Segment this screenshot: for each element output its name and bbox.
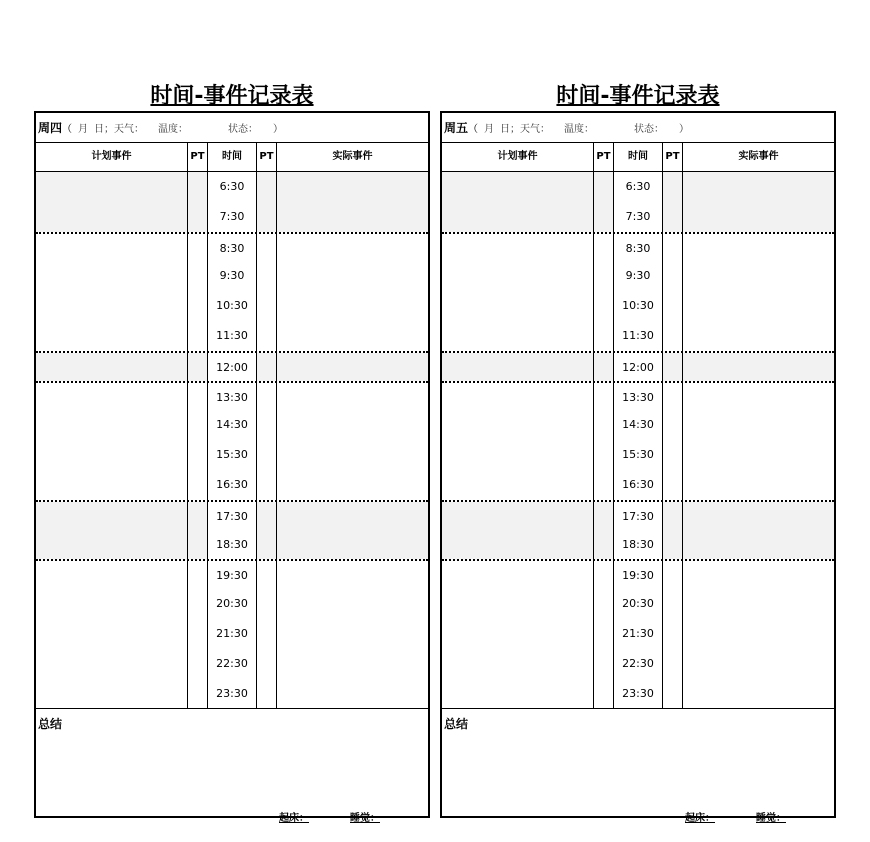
planned-cell[interactable] — [442, 589, 594, 619]
planned-cell[interactable] — [442, 502, 594, 530]
time-cell: 13:30 — [614, 383, 663, 411]
pt-cell-right[interactable] — [257, 440, 277, 470]
pt-cell-left[interactable] — [188, 321, 208, 351]
actual-cell[interactable] — [277, 502, 428, 530]
planned-cell[interactable] — [36, 291, 188, 321]
time-row — [36, 410, 428, 440]
planned-cell[interactable] — [36, 679, 188, 709]
time-cell: 11:30 — [614, 321, 663, 351]
planned-cell[interactable] — [36, 440, 188, 470]
time-row — [36, 232, 428, 262]
time-row — [36, 321, 428, 351]
time-row — [442, 321, 834, 351]
actual-cell[interactable] — [277, 172, 428, 202]
pt-cell-left[interactable] — [188, 440, 208, 470]
planned-cell[interactable] — [442, 679, 594, 709]
pt-cell-right[interactable] — [257, 383, 277, 411]
pt-cell-right[interactable] — [663, 679, 683, 709]
pt-cell-right[interactable] — [257, 679, 277, 709]
pt-cell-left[interactable] — [188, 291, 208, 321]
record-table — [34, 111, 430, 825]
pt-cell-right[interactable] — [257, 470, 277, 500]
pt-cell-left[interactable] — [594, 172, 614, 202]
time-cell: 14:30 — [208, 410, 257, 440]
actual-cell[interactable] — [683, 589, 834, 619]
planned-cell[interactable] — [442, 530, 594, 560]
actual-cell[interactable] — [683, 353, 834, 381]
time-row — [36, 530, 428, 560]
actual-cell[interactable] — [277, 530, 428, 560]
record-table — [440, 111, 836, 825]
column-headers — [442, 143, 834, 172]
pt-cell-right[interactable] — [257, 321, 277, 351]
actual-cell[interactable] — [683, 561, 834, 589]
time-row — [442, 410, 834, 440]
time-cell: 22:30 — [208, 649, 257, 679]
pt-cell-left[interactable] — [594, 530, 614, 560]
summary-label: 总结 — [38, 717, 63, 732]
planned-cell[interactable] — [36, 502, 188, 530]
actual-cell[interactable] — [277, 470, 428, 500]
pt-cell-right[interactable] — [663, 470, 683, 500]
time-cell: 20:30 — [614, 589, 663, 619]
time-cell: 9:30 — [208, 261, 257, 291]
pt-cell-right[interactable] — [257, 589, 277, 619]
pt-cell-right[interactable] — [257, 649, 277, 679]
planned-cell[interactable] — [442, 649, 594, 679]
time-row — [36, 470, 428, 500]
planned-cell[interactable] — [442, 410, 594, 440]
col-actual: 实际事件 — [738, 151, 779, 162]
pt-cell-left[interactable] — [188, 202, 208, 232]
summary-label: 总结 — [444, 717, 469, 732]
pt-cell-right[interactable] — [663, 530, 683, 560]
time-row — [442, 470, 834, 500]
time-cell: 17:30 — [208, 502, 257, 530]
time-cell: 23:30 — [614, 679, 663, 709]
time-row — [36, 202, 428, 232]
actual-cell[interactable] — [277, 234, 428, 262]
planned-cell[interactable] — [36, 410, 188, 440]
planned-cell[interactable] — [442, 561, 594, 589]
time-row — [442, 440, 834, 470]
wake-label: 起床： — [279, 813, 309, 825]
actual-cell[interactable] — [277, 619, 428, 649]
col-pt-right: PT — [663, 143, 683, 171]
pt-cell-right[interactable] — [257, 561, 277, 589]
time-cell: 8:30 — [614, 234, 663, 262]
pt-cell-left[interactable] — [188, 679, 208, 709]
pt-cell-left[interactable] — [594, 261, 614, 291]
time-row — [442, 559, 834, 589]
column-headers — [36, 143, 428, 172]
time-cell: 13:30 — [208, 383, 257, 411]
pt-cell-left[interactable] — [188, 234, 208, 262]
pt-cell-right[interactable] — [663, 291, 683, 321]
actual-cell[interactable] — [277, 321, 428, 351]
actual-cell[interactable] — [683, 321, 834, 351]
day-label: 周五 — [444, 121, 469, 135]
time-row — [442, 589, 834, 619]
time-cell: 10:30 — [614, 291, 663, 321]
planned-cell[interactable] — [36, 383, 188, 411]
planned-cell[interactable] — [36, 589, 188, 619]
planned-cell[interactable] — [442, 291, 594, 321]
planned-cell[interactable] — [442, 234, 594, 262]
temperature-label: 温度： — [564, 124, 595, 135]
pt-cell-left[interactable] — [188, 383, 208, 411]
pt-cell-right[interactable] — [257, 502, 277, 530]
pt-cell-right[interactable] — [663, 502, 683, 530]
day-weather-label: 日；天气： — [94, 124, 145, 135]
time-row — [36, 440, 428, 470]
pt-cell-left[interactable] — [594, 202, 614, 232]
time-cell: 8:30 — [208, 234, 257, 262]
time-cell: 16:30 — [208, 470, 257, 500]
temperature-label: 温度： — [158, 124, 189, 135]
pt-cell-right[interactable] — [257, 291, 277, 321]
time-row — [442, 202, 834, 232]
pt-cell-right[interactable] — [257, 619, 277, 649]
planned-cell[interactable] — [36, 561, 188, 589]
time-row — [36, 500, 428, 530]
pt-cell-left[interactable] — [594, 470, 614, 500]
time-cell: 18:30 — [614, 530, 663, 560]
time-cell: 19:30 — [208, 561, 257, 589]
col-time: 时间 — [614, 143, 663, 171]
day-header — [442, 113, 834, 143]
time-cell: 21:30 — [614, 619, 663, 649]
actual-cell[interactable] — [683, 502, 834, 530]
time-row — [36, 291, 428, 321]
day-header — [36, 113, 428, 143]
summary-section[interactable] — [442, 709, 834, 826]
planned-cell[interactable] — [36, 353, 188, 381]
paren-open: （ — [468, 124, 479, 135]
pt-cell-right[interactable] — [663, 561, 683, 589]
time-row — [36, 559, 428, 589]
time-cell: 16:30 — [614, 470, 663, 500]
time-row — [36, 172, 428, 202]
pt-cell-left[interactable] — [594, 291, 614, 321]
paren-close: ） — [273, 124, 284, 135]
time-cell: 11:30 — [208, 321, 257, 351]
pt-cell-left[interactable] — [594, 353, 614, 381]
wake-label: 起床： — [685, 813, 715, 825]
time-row — [36, 261, 428, 291]
actual-cell[interactable] — [683, 440, 834, 470]
time-cell: 23:30 — [208, 679, 257, 709]
planned-cell[interactable] — [36, 321, 188, 351]
pt-cell-left[interactable] — [188, 589, 208, 619]
planned-cell[interactable] — [442, 470, 594, 500]
sheet-title: 时间-事件记录表 — [150, 84, 314, 109]
planned-cell[interactable] — [442, 321, 594, 351]
time-row — [442, 649, 834, 679]
pt-cell-right[interactable] — [663, 440, 683, 470]
actual-cell[interactable] — [683, 234, 834, 262]
month-label: 月 — [78, 124, 89, 135]
time-row — [442, 172, 834, 202]
time-row — [442, 619, 834, 649]
time-cell: 12:00 — [208, 353, 257, 381]
actual-cell[interactable] — [277, 589, 428, 619]
actual-cell[interactable] — [683, 470, 834, 500]
col-pt-left: PT — [594, 143, 614, 171]
pt-cell-left[interactable] — [594, 321, 614, 351]
pt-cell-right[interactable] — [663, 589, 683, 619]
pt-cell-left[interactable] — [188, 172, 208, 202]
time-row — [36, 649, 428, 679]
time-cell: 6:30 — [614, 172, 663, 202]
pt-cell-left[interactable] — [594, 383, 614, 411]
status-label: 状态： — [634, 124, 660, 135]
planned-cell[interactable] — [36, 261, 188, 291]
planned-cell[interactable] — [36, 172, 188, 202]
time-cell: 17:30 — [614, 502, 663, 530]
month-label: 月 — [484, 124, 495, 135]
status-label: 状态： — [228, 124, 254, 135]
pt-cell-left[interactable] — [188, 261, 208, 291]
pt-cell-right[interactable] — [663, 234, 683, 262]
actual-cell[interactable] — [683, 172, 834, 202]
col-pt-left: PT — [188, 143, 208, 171]
time-row — [442, 351, 834, 381]
time-cell: 15:30 — [208, 440, 257, 470]
pt-cell-right[interactable] — [663, 321, 683, 351]
pt-cell-left[interactable] — [594, 410, 614, 440]
day-label: 周四 — [38, 121, 63, 135]
col-pt-right: PT — [257, 143, 277, 171]
pt-cell-left[interactable] — [188, 619, 208, 649]
col-actual: 实际事件 — [332, 151, 373, 162]
time-row — [442, 679, 834, 709]
time-cell: 6:30 — [208, 172, 257, 202]
pt-cell-left[interactable] — [594, 440, 614, 470]
sleep-label: 睡觉： — [756, 813, 786, 825]
time-row — [442, 381, 834, 411]
col-planned: 计划事件 — [36, 143, 188, 171]
actual-cell[interactable] — [683, 530, 834, 560]
time-row — [442, 261, 834, 291]
planned-cell[interactable] — [36, 530, 188, 560]
planned-cell[interactable] — [36, 649, 188, 679]
pt-cell-left[interactable] — [594, 649, 614, 679]
planned-cell[interactable] — [442, 172, 594, 202]
time-row — [442, 500, 834, 530]
actual-cell[interactable] — [277, 383, 428, 411]
time-cell: 7:30 — [208, 202, 257, 232]
actual-cell[interactable] — [277, 679, 428, 709]
sheet-thursday — [34, 80, 430, 825]
pt-cell-left[interactable] — [188, 470, 208, 500]
time-row — [36, 679, 428, 709]
time-row — [442, 530, 834, 560]
actual-cell[interactable] — [277, 410, 428, 440]
actual-cell[interactable] — [277, 649, 428, 679]
pt-cell-left[interactable] — [594, 561, 614, 589]
time-cell: 19:30 — [614, 561, 663, 589]
pt-cell-right[interactable] — [257, 530, 277, 560]
pt-cell-right[interactable] — [663, 261, 683, 291]
actual-cell[interactable] — [277, 261, 428, 291]
col-time: 时间 — [208, 143, 257, 171]
pt-cell-left[interactable] — [188, 410, 208, 440]
actual-cell[interactable] — [683, 261, 834, 291]
pt-cell-right[interactable] — [257, 261, 277, 291]
actual-cell[interactable] — [683, 383, 834, 411]
pt-cell-right[interactable] — [663, 202, 683, 232]
time-cell: 21:30 — [208, 619, 257, 649]
day-weather-label: 日；天气： — [500, 124, 551, 135]
planned-cell[interactable] — [442, 261, 594, 291]
time-cell: 10:30 — [208, 291, 257, 321]
col-planned: 计划事件 — [442, 143, 594, 171]
actual-cell[interactable] — [277, 440, 428, 470]
pt-cell-left[interactable] — [188, 649, 208, 679]
time-cell: 22:30 — [614, 649, 663, 679]
time-row — [442, 291, 834, 321]
actual-cell[interactable] — [683, 649, 834, 679]
time-cell: 9:30 — [614, 261, 663, 291]
time-cell: 14:30 — [614, 410, 663, 440]
pt-cell-left[interactable] — [594, 679, 614, 709]
pt-cell-left[interactable] — [594, 502, 614, 530]
pt-cell-right[interactable] — [257, 410, 277, 440]
time-slots — [442, 172, 834, 709]
pt-cell-right[interactable] — [663, 619, 683, 649]
pt-cell-right[interactable] — [663, 649, 683, 679]
sleep-label: 睡觉： — [350, 813, 380, 825]
planned-cell[interactable] — [442, 619, 594, 649]
pt-cell-left[interactable] — [188, 561, 208, 589]
planned-cell[interactable] — [36, 202, 188, 232]
sheet-title: 时间-事件记录表 — [556, 84, 720, 109]
actual-cell[interactable] — [683, 619, 834, 649]
actual-cell[interactable] — [683, 291, 834, 321]
pt-cell-left[interactable] — [594, 619, 614, 649]
planned-cell[interactable] — [36, 470, 188, 500]
planned-cell[interactable] — [442, 202, 594, 232]
time-row — [442, 232, 834, 262]
time-cell: 15:30 — [614, 440, 663, 470]
time-row — [36, 619, 428, 649]
time-slots — [36, 172, 428, 709]
summary-section[interactable] — [36, 709, 428, 826]
time-row — [36, 381, 428, 411]
time-cell: 18:30 — [208, 530, 257, 560]
pt-cell-right[interactable] — [663, 353, 683, 381]
sheet-friday — [440, 80, 836, 825]
pt-cell-right[interactable] — [257, 234, 277, 262]
actual-cell[interactable] — [683, 202, 834, 232]
actual-cell[interactable] — [277, 561, 428, 589]
time-cell: 7:30 — [614, 202, 663, 232]
pt-cell-right[interactable] — [663, 410, 683, 440]
time-row — [36, 351, 428, 381]
pt-cell-left[interactable] — [594, 234, 614, 262]
actual-cell[interactable] — [277, 353, 428, 381]
pt-cell-left[interactable] — [188, 530, 208, 560]
pt-cell-right[interactable] — [663, 383, 683, 411]
actual-cell[interactable] — [277, 202, 428, 232]
pt-cell-right[interactable] — [663, 172, 683, 202]
actual-cell[interactable] — [277, 291, 428, 321]
actual-cell[interactable] — [683, 679, 834, 709]
actual-cell[interactable] — [683, 410, 834, 440]
paren-close: ） — [679, 124, 690, 135]
paren-open: （ — [62, 124, 73, 135]
time-cell: 12:00 — [614, 353, 663, 381]
pt-cell-left[interactable] — [188, 502, 208, 530]
pt-cell-right[interactable] — [257, 172, 277, 202]
planned-cell[interactable] — [36, 234, 188, 262]
time-row — [36, 589, 428, 619]
planned-cell[interactable] — [36, 619, 188, 649]
pt-cell-left[interactable] — [188, 353, 208, 381]
pt-cell-left[interactable] — [594, 589, 614, 619]
planned-cell[interactable] — [442, 440, 594, 470]
pt-cell-right[interactable] — [257, 202, 277, 232]
planned-cell[interactable] — [442, 383, 594, 411]
planned-cell[interactable] — [442, 353, 594, 381]
time-cell: 20:30 — [208, 589, 257, 619]
pt-cell-right[interactable] — [257, 353, 277, 381]
